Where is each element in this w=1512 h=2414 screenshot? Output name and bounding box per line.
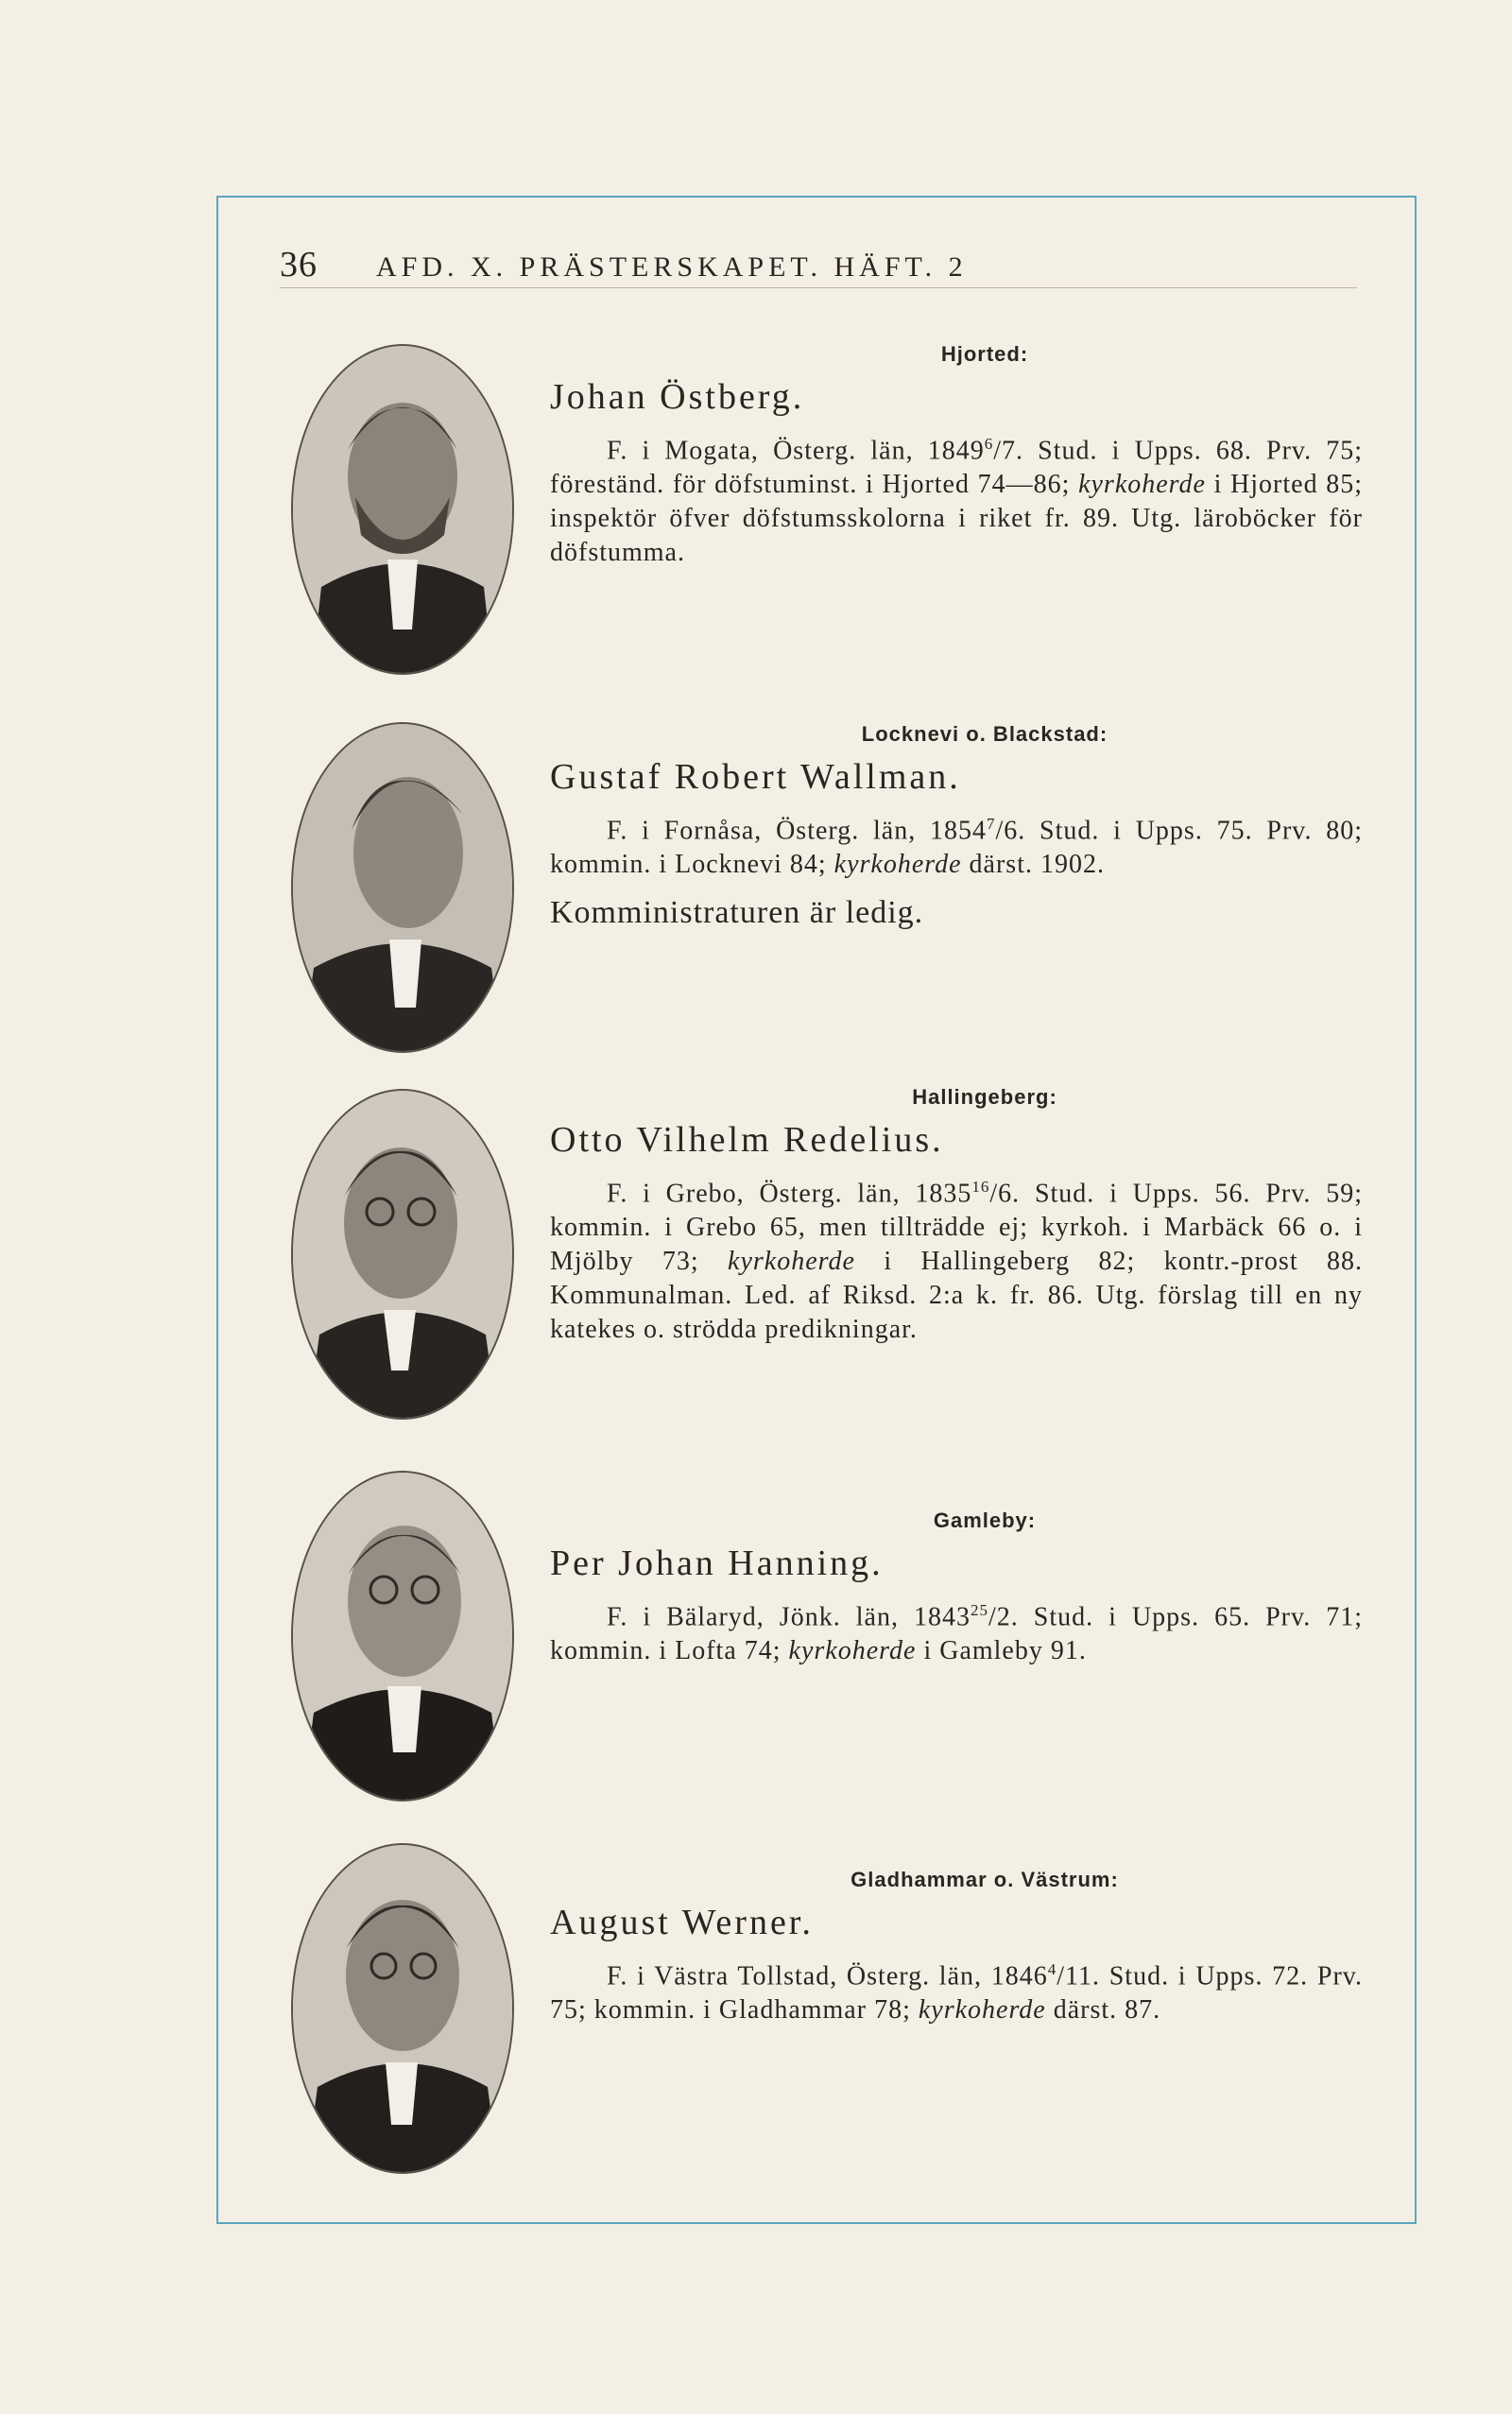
- parish-heading: Gamleby:: [933, 1509, 1037, 1532]
- person-name: Johan Östberg.: [550, 377, 805, 417]
- page-number: 36: [280, 245, 318, 285]
- parish-heading: Locknevi o. Blackstad:: [861, 722, 1108, 746]
- portrait-photo: [291, 344, 514, 675]
- biography: F. i Mogata, Österg. län, 1849$^6$/7. Stud. i Upps. 68. Prv. 75; föreständ. för döfstuminst. i Hjorted 74—86; kyrkoherde i Hjorted 85; inspektör öfver döfstumsskolorna i riket fr. 89. Utg. läroböcker för döfstumma.: [550, 435, 1364, 568]
- person-name: August Werner.: [550, 1903, 814, 1942]
- portrait-photo: [291, 722, 514, 1053]
- entry-text: [550, 1085, 1363, 1347]
- parish-heading: Gladhammar o. Västrum:: [850, 1868, 1119, 1891]
- entry-text: [550, 722, 1363, 931]
- biography: F. i Fornåsa, Österg. län, 1854$^7$/6. Stud. i Upps. 75. Prv. 80; kommin. i Locknevi 84; kyrkoherde därst. 1902.: [550, 815, 1364, 880]
- person-name: Per Johan Hanning.: [550, 1543, 884, 1583]
- portrait-photo: [291, 1089, 514, 1420]
- parish-heading: Hjorted:: [940, 342, 1029, 366]
- biography: F. i Grebo, Österg. län, 1835$^{16}$/6. Stud. i Upps. 56. Prv. 59; kommin. i Grebo 65, men tillträdde ej; kyrkoh. i Marbäck 66 o. i Mjölby 73; kyrkoherde i Hallingeberg 82; kontr.-prost 88. Kommunalman. Led. af Riksd. 2:a k. fr. 86. Utg. förslag till en ny katekes o. strödda predikningar.: [550, 1178, 1364, 1345]
- biography: F. i Bälaryd, Jönk. län, 1843$^{25}$/2. Stud. i Upps. 65. Prv. 71; kommin. i Lofta 74; kyrkoherde i Gamleby 91.: [550, 1601, 1363, 1666]
- parish-heading: Hallingeberg:: [912, 1085, 1057, 1109]
- running-header: [280, 244, 1357, 289]
- biography: F. i Västra Tollstad, Österg. län, 1846$^4$/11. Stud. i Upps. 72. Prv. 75; kommin. i Gladhammar 78; kyrkoherde därst. 87.: [550, 1960, 1363, 2026]
- vacancy-note: Komministraturen är ledig.: [550, 895, 924, 931]
- person-name: Gustaf Robert Wallman.: [550, 757, 961, 797]
- portrait-photo: [291, 1471, 514, 1802]
- person-name: Otto Vilhelm Redelius.: [550, 1120, 944, 1160]
- portrait-photo: [291, 1843, 514, 2174]
- header-title: AFD. X. PRÄSTERSKAPET. HÄFT. 2: [376, 251, 968, 283]
- entry-text: [550, 342, 1363, 570]
- entry-text: [550, 1509, 1363, 1668]
- header-rule: [280, 287, 1357, 288]
- entry-text: [550, 1868, 1363, 2027]
